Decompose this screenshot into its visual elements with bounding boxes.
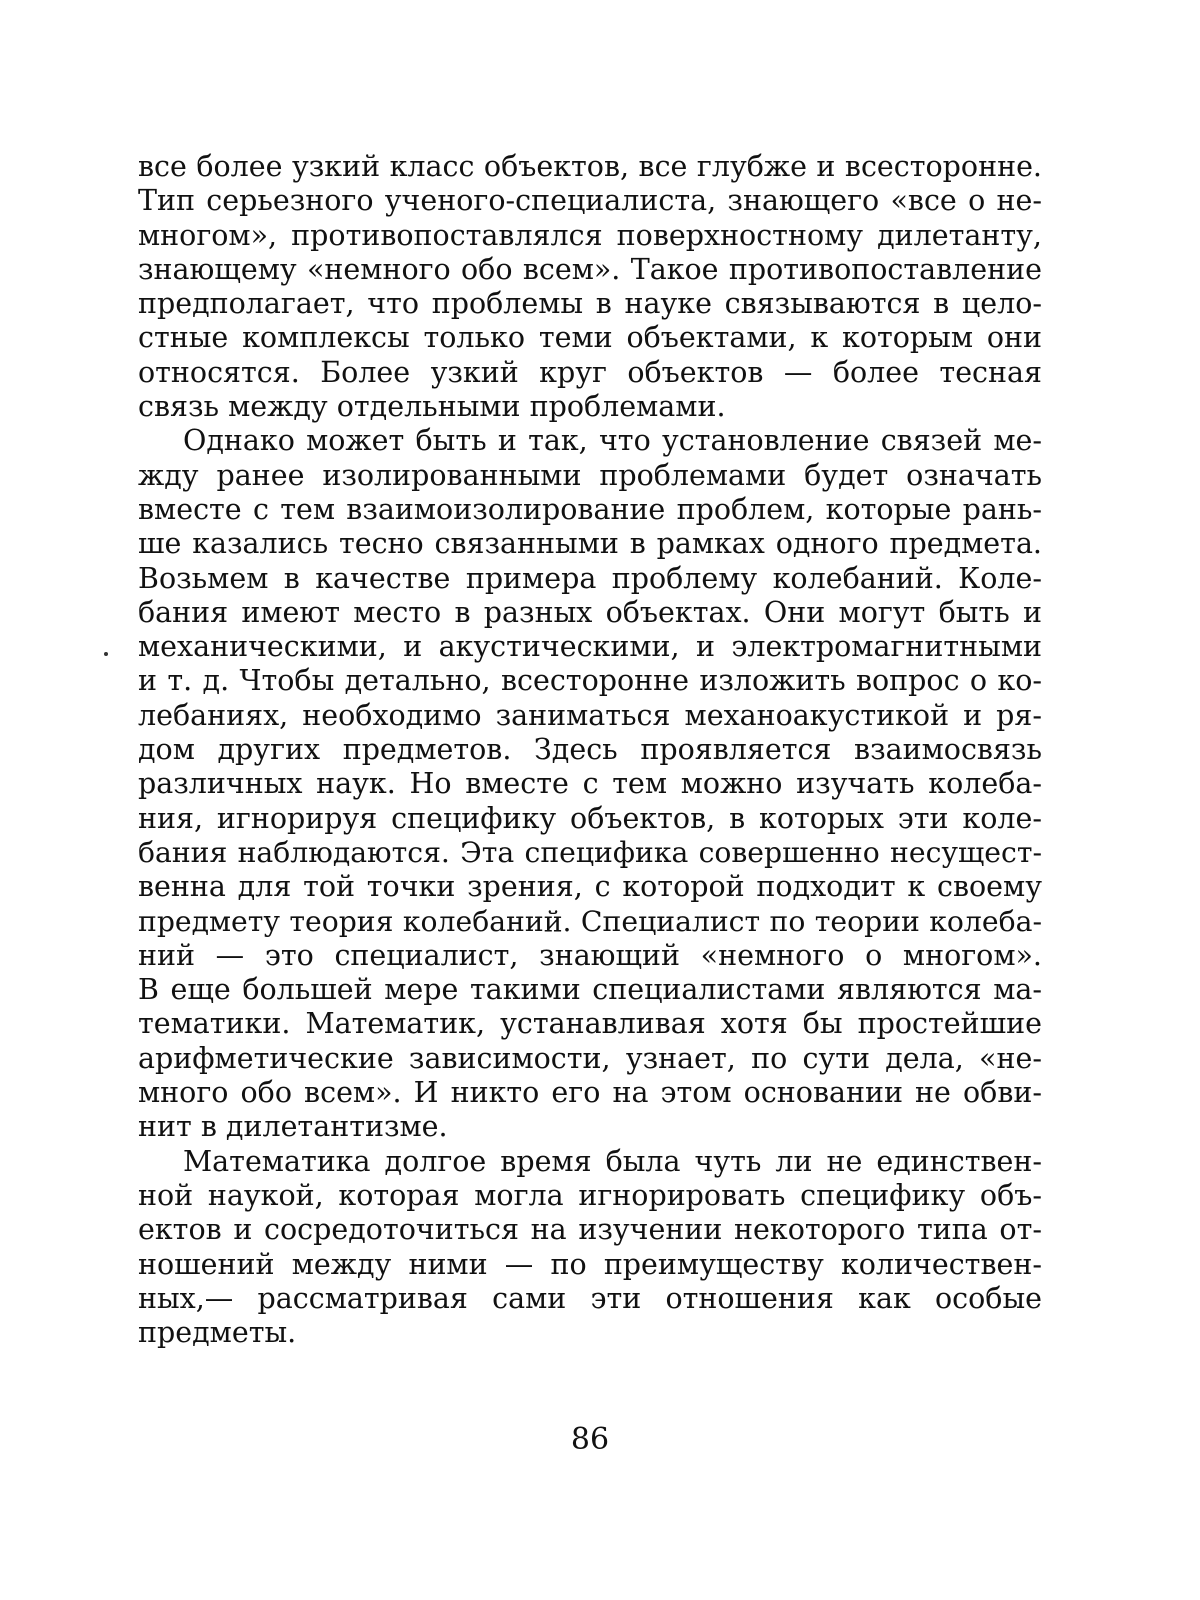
paragraph-1 bbox=[138, 150, 1042, 424]
text-line: арифметические зависимости, узнает, по сути дела, «не- bbox=[138, 1041, 1042, 1075]
text-line: предполагает, что проблемы в науке связываются в цело- bbox=[138, 287, 1042, 321]
text-line: все более узкий класс объектов, все глубже и всесторонне. bbox=[138, 150, 1042, 183]
text-line: многом», противопоставлялся поверхностному дилетанту, bbox=[138, 218, 1042, 252]
text-line: ше казались тесно связанными в рамках одного предмета. bbox=[138, 527, 1042, 561]
text-line: Тип серьезного ученого-специалиста, знающего «все о не- bbox=[138, 184, 1042, 218]
text-line: тематики. Математик, устанавливая хотя бы простейшие bbox=[138, 1007, 1042, 1041]
text-line: Возьмем в качестве примера проблему колебаний. Коле- bbox=[138, 561, 1042, 595]
paragraph-2 bbox=[138, 424, 1042, 1144]
text-line: В еще большей мере такими специалистами являются ма- bbox=[138, 973, 1042, 1007]
text-line: предметы. bbox=[138, 1316, 297, 1350]
text-line: Однако может быть и так, что установление связей ме- bbox=[183, 424, 1042, 458]
print-speck bbox=[104, 652, 108, 656]
text-line: ний — это специалист, знающий «немного о многом». bbox=[138, 938, 1042, 972]
text-line: ной наукой, которая могла игнорировать специфику объ- bbox=[138, 1178, 1042, 1212]
text-line: ния, игнорируя специфику объектов, в которых эти коле- bbox=[138, 801, 1042, 835]
text-line: дом других предметов. Здесь проявляется взаимосвязь bbox=[138, 733, 1042, 767]
text-line: относятся. Более узкий круг объектов — более тесная bbox=[138, 355, 1042, 389]
text-line: бания наблюдаются. Эта специфика совершенно несущест- bbox=[138, 835, 1042, 869]
text-line: и т. д. Чтобы детально, всесторонне изложить вопрос о ко- bbox=[138, 664, 1042, 698]
text-line: много обо всем». И никто его на этом основании не обви- bbox=[138, 1076, 1042, 1110]
text-line: жду ранее изолированными проблемами будет означать bbox=[138, 458, 1042, 492]
text-line: различных наук. Но вместе с тем можно изучать колеба- bbox=[138, 767, 1042, 801]
text-line: вместе с тем взаимоизолирование проблем, которые рань- bbox=[138, 492, 1042, 526]
text-line: лебаниях, необходимо заниматься механоакустикой и ря- bbox=[138, 698, 1042, 732]
text-line: предмету теория колебаний. Специалист по теории колеба- bbox=[138, 904, 1042, 938]
text-line: стные комплексы только теми объектами, к которым они bbox=[138, 321, 1042, 355]
text-line: связь между отдельными проблемами. bbox=[138, 390, 726, 424]
text-line: знающему «немного обо всем». Такое противопоставление bbox=[138, 252, 1042, 286]
paragraph-3 bbox=[138, 1145, 1042, 1351]
text-line: бания имеют место в разных объектах. Они могут быть и bbox=[138, 595, 1042, 629]
text-line: ектов и сосредоточиться на изучении некоторого типа от- bbox=[138, 1213, 1042, 1247]
text-line: механическими, и акустическими, и электромагнитными bbox=[138, 630, 1042, 664]
text-line: ношений между ними — по преимуществу количествен- bbox=[138, 1247, 1042, 1281]
text-line: нит в дилетантизме. bbox=[138, 1110, 448, 1144]
text-line: Математика долгое время была чуть ли не единствен- bbox=[183, 1144, 1042, 1178]
text-line: венна для той точки зрения, с которой подходит к своему bbox=[138, 870, 1042, 904]
body-text bbox=[138, 150, 1042, 1350]
page-number: 86 bbox=[570, 1422, 610, 1457]
text-line: ных,— рассматривая сами эти отношения как особые bbox=[138, 1281, 1042, 1315]
